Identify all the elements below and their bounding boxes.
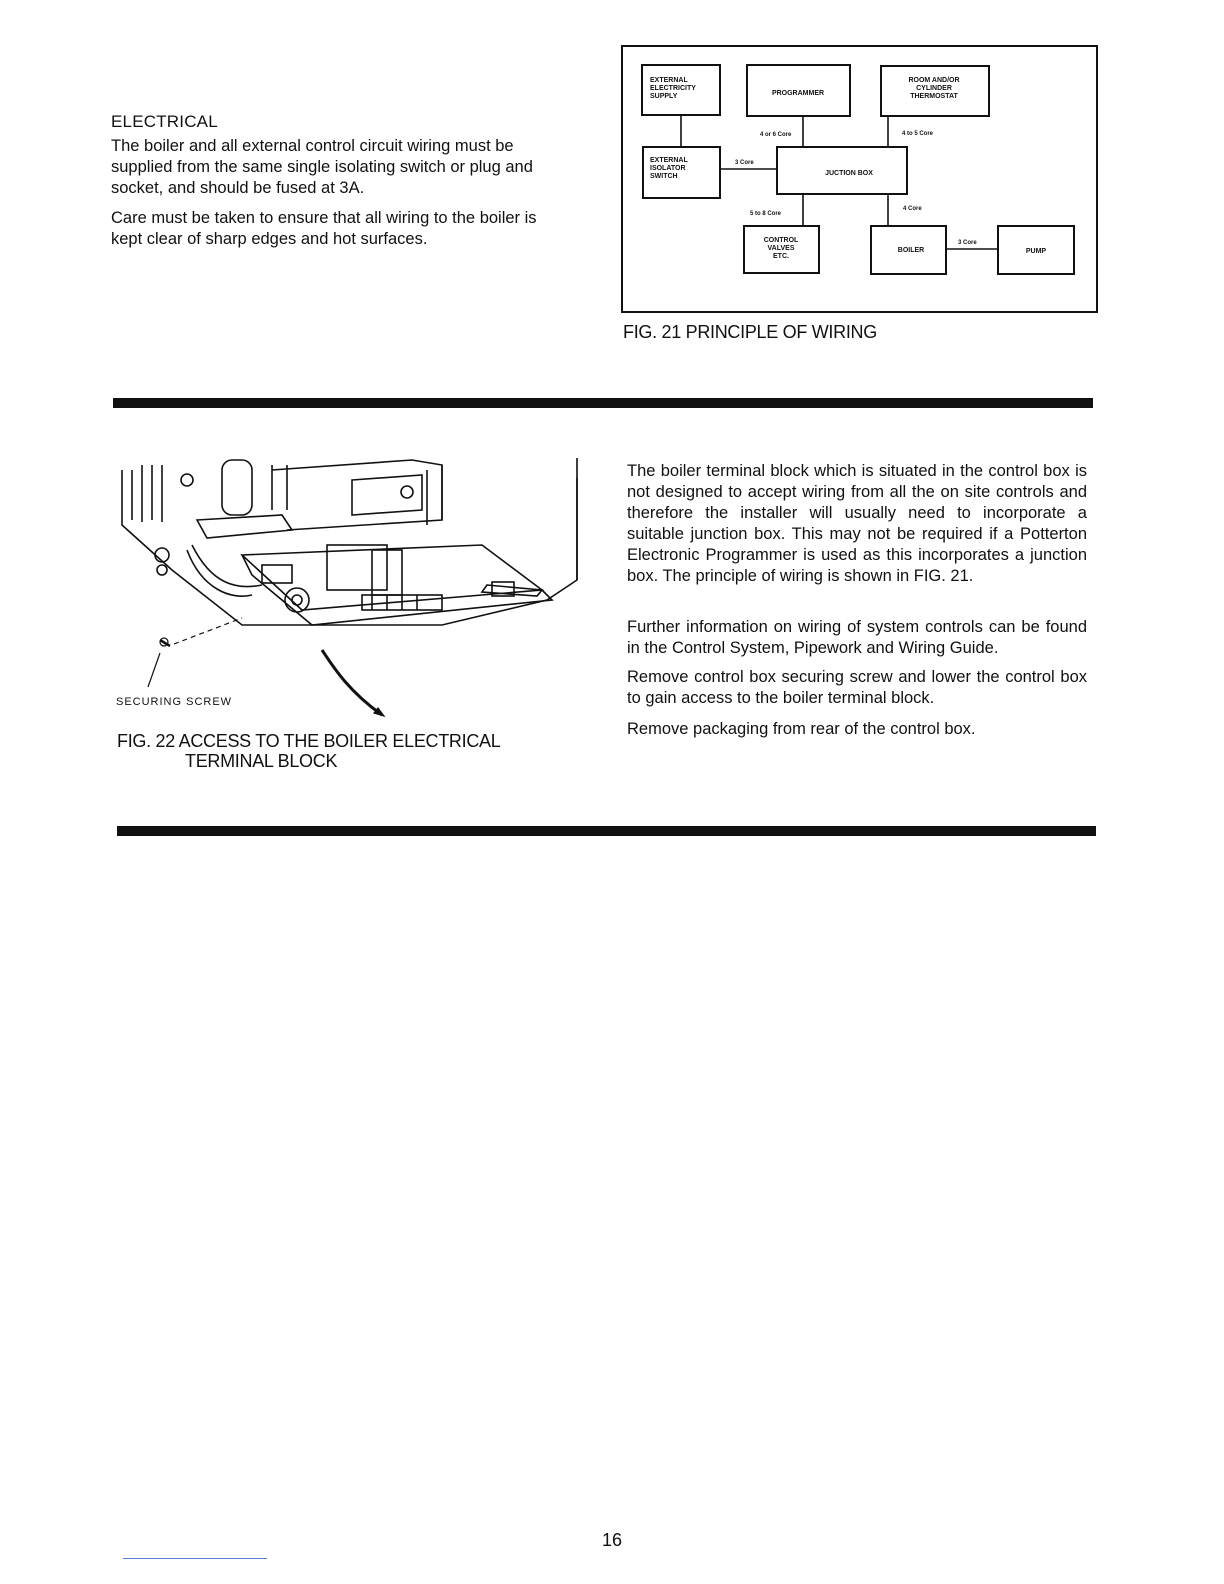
core-label-isolator: 3 Core [735,160,754,166]
core-label-programmer: 4 or 6 Core [760,132,792,138]
junction-label: JUCTION BOX [825,170,873,177]
supply-label-1: EXTERNAL [650,77,688,84]
core-label-valves: 5 to 8 Core [750,211,782,217]
electrical-paragraph-2: Care must be taken to ensure that all wiring to the boiler is kept clear of sharp edges and hot surfaces. [111,209,537,248]
fig22-caption-line-1: FIG. 22 ACCESS TO THE BOILER ELECTRICAL [117,731,501,751]
control-box-tray [242,545,542,610]
valves-label-2: VALVES [767,245,795,252]
page-number: 16 [601,1530,623,1550]
core-label-boiler: 4 Core [903,206,922,212]
thermostat-label-2: CYLINDER [916,85,952,92]
supply-label-2: ELECTRICITY [650,85,696,92]
isolator-label-2: ISOLATOR [650,165,686,172]
body-paragraph-3: Remove control box securing screw and lower the control box to gain access to the boiler terminal block. [627,668,1087,707]
body-paragraph-1: The boiler terminal block which is situated in the control box is not designed to accept wiring from all the on site controls and therefore the installer will usually need to incorporate a suitable junction box. This may not be required if a Potterton Electronic Programmer is used as this incorporates a junction box. The principle of wiring is shown in FIG. 21. [627,462,1087,585]
valves-label-1: CONTROL [763,237,799,244]
valves-label-3: ETC. [773,253,789,260]
section-heading-electrical: ELECTRICAL [111,112,218,131]
boiler-label: BOILER [897,247,925,254]
control-knob [285,588,309,612]
wiring-diagram [620,44,1100,314]
footer-underline [123,1558,267,1559]
electrical-paragraph-1: The boiler and all external control circuit wiring must be supplied from the same single isolating switch or plug and socket, and should be fused at 3A. [111,137,533,197]
boiler-control-box-illustration [112,450,592,730]
supply-label-3: SUPPLY [650,93,678,100]
core-label-thermostat: 4 to 5 Core [902,131,934,137]
casing-outline [122,458,577,625]
core-label-pump: 3 Core [958,240,977,246]
body-paragraph-2: Further information on wiring of system controls can be found in the Control System, Pipework and Wiring Guide. [627,618,1087,657]
pump-label: PUMP [1025,248,1047,255]
body-paragraph-4: Remove packaging from rear of the control box. [627,720,976,738]
thermostat-label-3: THERMOSTAT [910,93,958,100]
section-divider-top [113,398,1093,408]
section-divider-bottom [117,826,1096,836]
fig21-caption: FIG. 21 PRINCIPLE OF WIRING [623,322,877,342]
programmer-label: PROGRAMMER [771,90,825,97]
thermostat-label-1: ROOM AND/OR [908,77,960,84]
isolator-label-3: SWITCH [650,173,678,180]
fig22-caption-line-2: TERMINAL BLOCK [185,751,338,771]
isolator-label-1: EXTERNAL [650,157,688,164]
securing-screw-callout: SECURING SCREW [116,696,233,708]
